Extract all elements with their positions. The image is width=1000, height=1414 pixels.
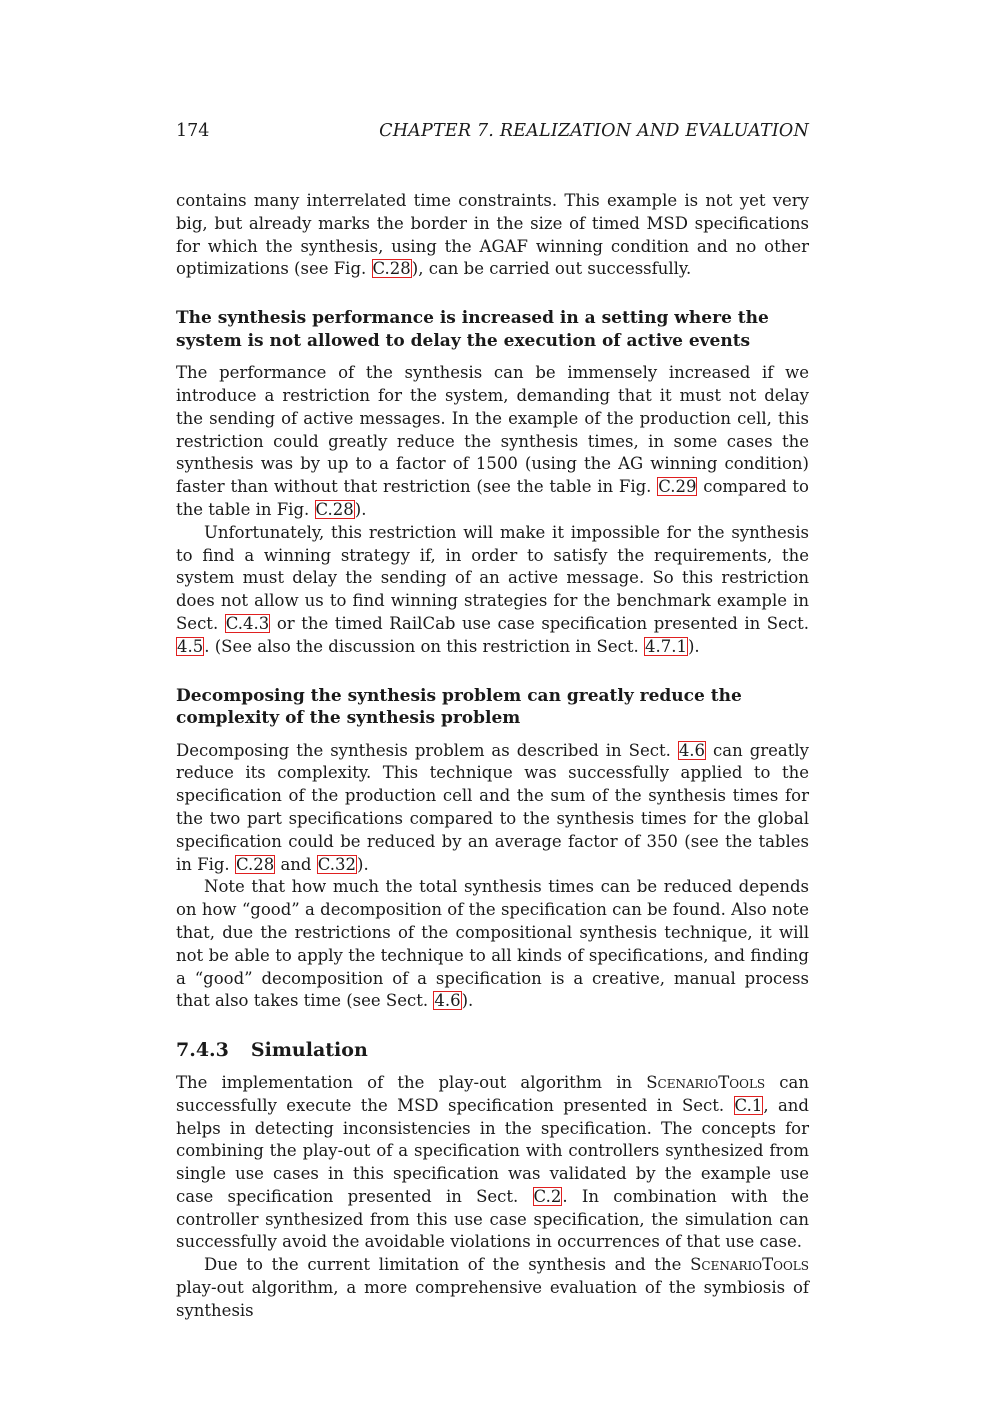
figure-link-c28[interactable]: C.28 (372, 259, 411, 279)
text: ). (354, 499, 367, 519)
paragraph-4 (176, 740, 809, 877)
figure-link-c28[interactable]: C.28 (235, 854, 275, 874)
paragraph-1 (176, 190, 809, 281)
text: The implementation of the play-out algorithm in (176, 1072, 647, 1092)
text: The performance of the synthesis can be immensely increased if we introduce a restriction for the system, demanding that it must not delay the sending of active messages. In the example of the production cell, this restriction could greatly reduce the synthesis times, in some cases the synthesis was by up to a factor of 1500 (using the AG winning condition) faster than without that restriction (see the table in Fig. (176, 363, 809, 497)
paragraph-7 (176, 1254, 809, 1322)
tool-name: ScenarioTools (690, 1255, 809, 1275)
paragraph-3 (176, 522, 809, 659)
section-link-c43[interactable]: C.4.3 (225, 613, 270, 633)
tool-name: ScenarioTools (646, 1072, 766, 1092)
section-heading (176, 1039, 809, 1062)
text: . (See also the discussion on this restriction in Sect. (204, 636, 644, 656)
text: Unfortunately, this restriction will make it impossible for the synthesis to find a winning strategy if, in order to satisfy the requirements, the system must delay the sending of an active message. So this restriction does not allow us to find winning strategies for the benchmark example in Sect. (176, 522, 809, 633)
figure-link-c28[interactable]: C.28 (315, 499, 354, 519)
section-number: 7.4.3 (176, 1039, 229, 1062)
text: . In combination with the controller synthesized from this use case specification, the simulation can successfully avoid the avoidable violations in occurrences of that use case. (176, 1186, 809, 1252)
text: , and helps in detecting inconsistencies in the specification. The concepts for combining the play-out of a specification with controllers synthesized from single use cases in this specification was validated by the example use case specification presented in Sect. (176, 1095, 809, 1206)
section-link-471[interactable]: 4.7.1 (644, 636, 687, 656)
text: play-out algorithm, a more comprehensive evaluation of the symbiosis of synthesis (176, 1278, 809, 1320)
paragraph-5 (176, 876, 809, 1013)
body-text (176, 190, 809, 1323)
text: ). (357, 854, 369, 874)
section-link-46[interactable]: 4.6 (678, 740, 706, 760)
text: compared to the table in Fig. (176, 477, 809, 519)
figure-link-c29[interactable]: C.29 (658, 477, 697, 497)
text: ). (461, 991, 474, 1011)
section-link-46[interactable]: 4.6 (434, 991, 461, 1011)
chapter-title: CHAPTER 7. REALIZATION AND EVALUATION (379, 121, 809, 141)
paragraph-2 (176, 362, 809, 522)
text: can greatly reduce its complexity. This technique was successfully applied to the specification of the production cell and the sum of the synthesis times for the two part specifications compared to the synthesis times for the global specification could be reduced by an average factor of 350 (see the tables in Fig. (176, 740, 809, 874)
paragraph-heading-decomposing: Decomposing the synthesis problem can greatly reduce the complexity of the synthesis problem (176, 685, 742, 729)
text: or the timed RailCab use case specification presented in Sect. (270, 613, 809, 633)
text: Due to the current limitation of the synthesis and the (204, 1255, 691, 1275)
section-link-45[interactable]: 4.5 (177, 636, 204, 656)
text: and (275, 854, 317, 874)
paragraph-6 (176, 1072, 809, 1254)
section-title: Simulation (250, 1039, 368, 1062)
section-link-c1[interactable]: C.1 (734, 1095, 763, 1115)
text: contains many interrelated time constraints. This example is not yet very big, but already marks the border in the size of timed MSD specifications for which the synthesis, using the AGAF winning condition and no other optimizations (see Fig. (176, 191, 809, 279)
text: can successfully execute the MSD specification presented in Sect. (176, 1072, 809, 1115)
figure-link-c32[interactable]: C.32 (317, 854, 357, 874)
paragraph-heading-performance: The synthesis performance is increased in a setting where the system is not allowed to delay the execution of active events (176, 308, 769, 351)
running-header (176, 121, 809, 141)
text: Note that how much the total synthesis times can be reduced depends on how “good” a decomposition of the specification can be found. Also note that, due the restrictions of the compositional synthesis technique, it will not be able to apply the technique to all kinds of specifications, and finding a “good” decomposition of a specification is a creative, manual process that also takes time (see Sect. (176, 877, 809, 1011)
text: ). (687, 636, 700, 656)
text: Decomposing the synthesis problem as described in Sect. (176, 740, 678, 760)
section-link-c2[interactable]: C.2 (533, 1186, 562, 1206)
page-number: 174 (176, 121, 210, 141)
text: ), can be carried out successfully. (411, 259, 692, 279)
